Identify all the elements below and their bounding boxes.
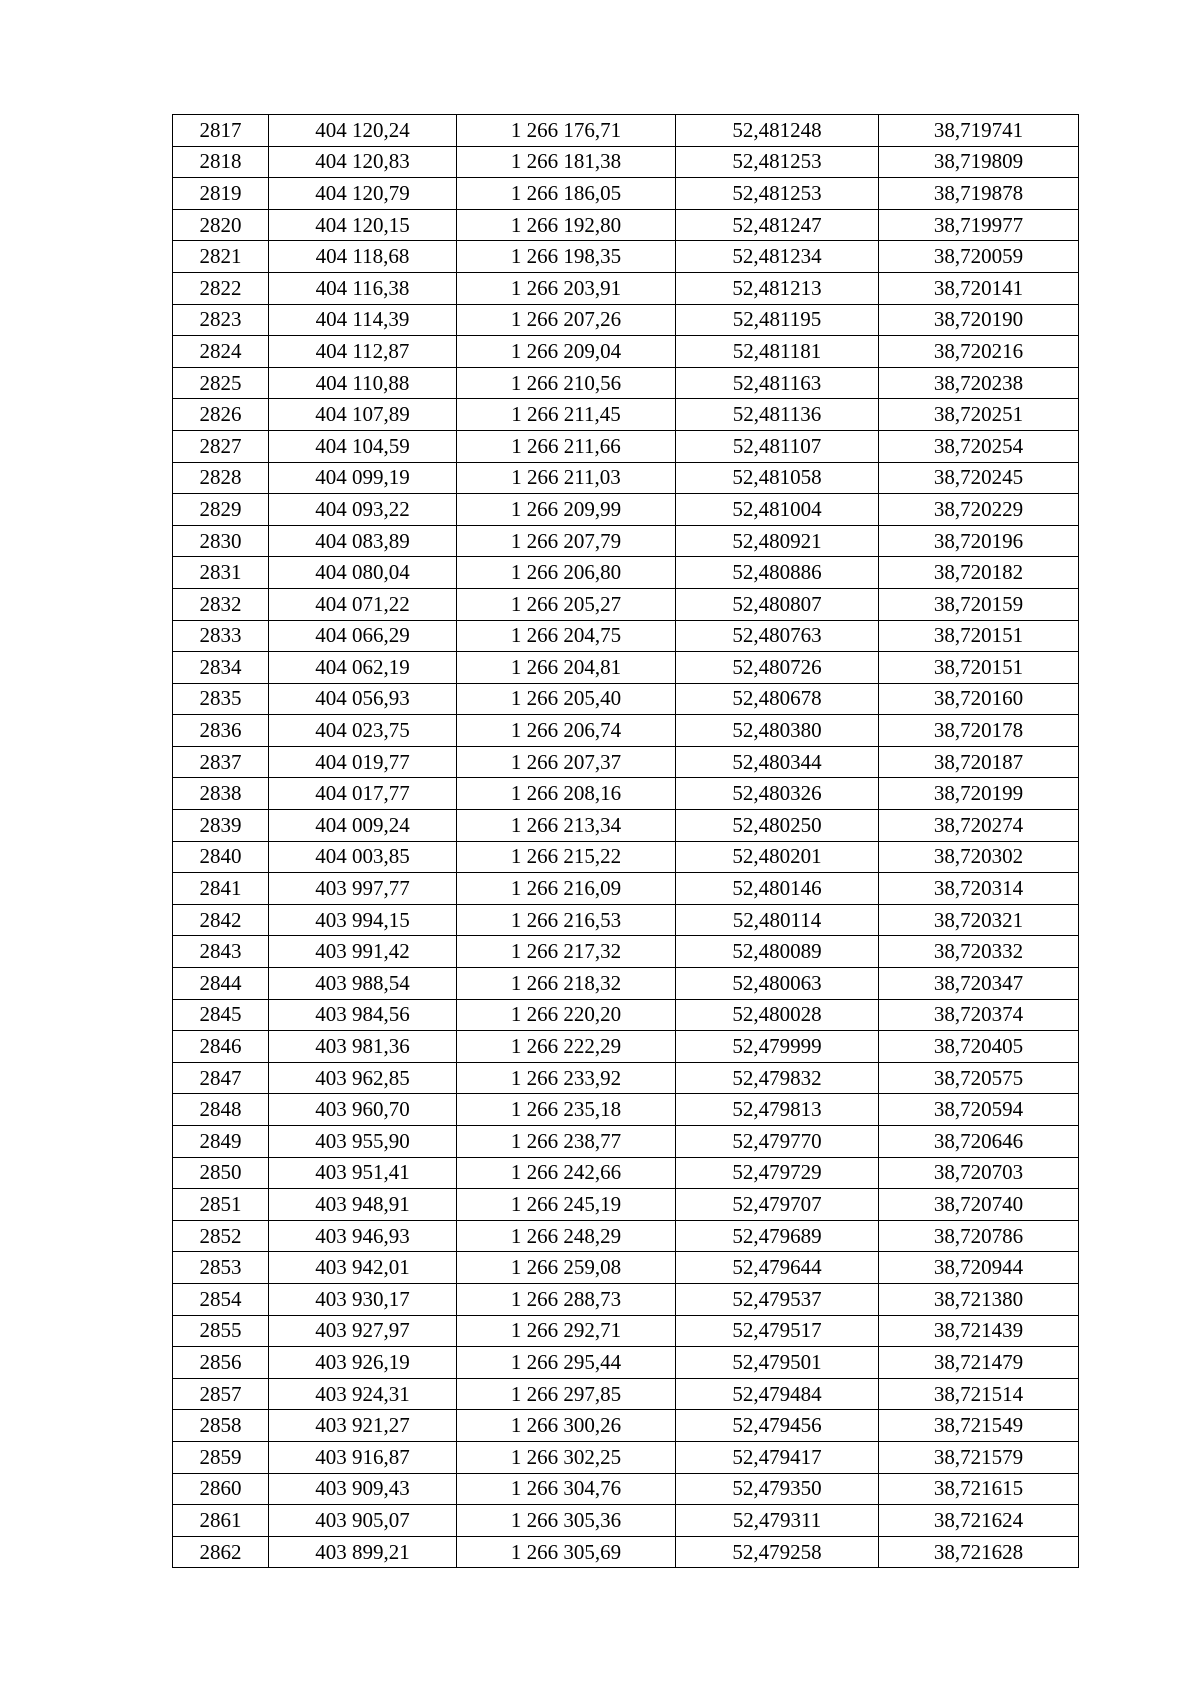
latitude-cell: 52,479689 (676, 1220, 879, 1252)
latitude-cell: 52,479417 (676, 1441, 879, 1473)
point-number-cell: 2857 (173, 1378, 269, 1410)
table-row (173, 1315, 1079, 1347)
point-number-cell: 2824 (173, 336, 269, 368)
point-number-cell: 2828 (173, 462, 269, 494)
y-coordinate-cell: 1 266 205,40 (457, 683, 676, 715)
point-number-cell: 2830 (173, 525, 269, 557)
point-number-cell: 2819 (173, 178, 269, 210)
x-coordinate-cell: 404 104,59 (269, 430, 457, 462)
latitude-cell: 52,480807 (676, 588, 879, 620)
x-coordinate-cell: 404 120,15 (269, 209, 457, 241)
y-coordinate-cell: 1 266 222,29 (457, 1031, 676, 1063)
table-row (173, 146, 1079, 178)
table-row (173, 1031, 1079, 1063)
table-row (173, 336, 1079, 368)
y-coordinate-cell: 1 266 305,69 (457, 1536, 676, 1568)
y-coordinate-cell: 1 266 305,36 (457, 1505, 676, 1537)
longitude-cell: 38,720190 (879, 304, 1079, 336)
longitude-cell: 38,719741 (879, 115, 1079, 147)
point-number-cell: 2832 (173, 588, 269, 620)
x-coordinate-cell: 403 951,41 (269, 1157, 457, 1189)
longitude-cell: 38,720199 (879, 778, 1079, 810)
table-row (173, 1094, 1079, 1126)
latitude-cell: 52,479517 (676, 1315, 879, 1347)
point-number-cell: 2829 (173, 494, 269, 526)
x-coordinate-cell: 403 916,87 (269, 1441, 457, 1473)
point-number-cell: 2831 (173, 557, 269, 589)
point-number-cell: 2823 (173, 304, 269, 336)
latitude-cell: 52,481136 (676, 399, 879, 431)
y-coordinate-cell: 1 266 207,37 (457, 746, 676, 778)
x-coordinate-cell: 403 955,90 (269, 1126, 457, 1158)
longitude-cell: 38,720251 (879, 399, 1079, 431)
y-coordinate-cell: 1 266 242,66 (457, 1157, 676, 1189)
point-number-cell: 2825 (173, 367, 269, 399)
longitude-cell: 38,720178 (879, 715, 1079, 747)
point-number-cell: 2821 (173, 241, 269, 273)
y-coordinate-cell: 1 266 210,56 (457, 367, 676, 399)
coordinates-table-body (173, 115, 1079, 1568)
longitude-cell: 38,720229 (879, 494, 1079, 526)
table-row (173, 936, 1079, 968)
latitude-cell: 52,481213 (676, 272, 879, 304)
latitude-cell: 52,481247 (676, 209, 879, 241)
y-coordinate-cell: 1 266 288,73 (457, 1283, 676, 1315)
longitude-cell: 38,719878 (879, 178, 1079, 210)
x-coordinate-cell: 404 093,22 (269, 494, 457, 526)
x-coordinate-cell: 403 942,01 (269, 1252, 457, 1284)
longitude-cell: 38,720321 (879, 904, 1079, 936)
latitude-cell: 52,479456 (676, 1410, 879, 1442)
x-coordinate-cell: 404 114,39 (269, 304, 457, 336)
y-coordinate-cell: 1 266 204,75 (457, 620, 676, 652)
table-row (173, 1126, 1079, 1158)
x-coordinate-cell: 404 120,24 (269, 115, 457, 147)
point-number-cell: 2820 (173, 209, 269, 241)
longitude-cell: 38,720347 (879, 968, 1079, 1000)
latitude-cell: 52,479832 (676, 1062, 879, 1094)
y-coordinate-cell: 1 266 216,09 (457, 873, 676, 905)
x-coordinate-cell: 403 930,17 (269, 1283, 457, 1315)
longitude-cell: 38,720151 (879, 652, 1079, 684)
longitude-cell: 38,720374 (879, 999, 1079, 1031)
y-coordinate-cell: 1 266 215,22 (457, 841, 676, 873)
x-coordinate-cell: 403 997,77 (269, 873, 457, 905)
point-number-cell: 2855 (173, 1315, 269, 1347)
latitude-cell: 52,479770 (676, 1126, 879, 1158)
y-coordinate-cell: 1 266 211,45 (457, 399, 676, 431)
x-coordinate-cell: 403 962,85 (269, 1062, 457, 1094)
latitude-cell: 52,481058 (676, 462, 879, 494)
point-number-cell: 2833 (173, 620, 269, 652)
latitude-cell: 52,479484 (676, 1378, 879, 1410)
point-number-cell: 2847 (173, 1062, 269, 1094)
point-number-cell: 2838 (173, 778, 269, 810)
table-row (173, 209, 1079, 241)
longitude-cell: 38,720160 (879, 683, 1079, 715)
longitude-cell: 38,721380 (879, 1283, 1079, 1315)
x-coordinate-cell: 404 009,24 (269, 810, 457, 842)
x-coordinate-cell: 404 083,89 (269, 525, 457, 557)
x-coordinate-cell: 404 080,04 (269, 557, 457, 589)
table-row (173, 652, 1079, 684)
point-number-cell: 2862 (173, 1536, 269, 1568)
longitude-cell: 38,720703 (879, 1157, 1079, 1189)
y-coordinate-cell: 1 266 292,71 (457, 1315, 676, 1347)
table-row (173, 968, 1079, 1000)
x-coordinate-cell: 404 116,38 (269, 272, 457, 304)
longitude-cell: 38,720059 (879, 241, 1079, 273)
point-number-cell: 2859 (173, 1441, 269, 1473)
table-row (173, 1536, 1079, 1568)
table-row (173, 904, 1079, 936)
table-row (173, 557, 1079, 589)
point-number-cell: 2850 (173, 1157, 269, 1189)
x-coordinate-cell: 403 927,97 (269, 1315, 457, 1347)
point-number-cell: 2836 (173, 715, 269, 747)
y-coordinate-cell: 1 266 297,85 (457, 1378, 676, 1410)
x-coordinate-cell: 404 017,77 (269, 778, 457, 810)
latitude-cell: 52,480250 (676, 810, 879, 842)
latitude-cell: 52,479537 (676, 1283, 879, 1315)
table-row (173, 1189, 1079, 1221)
latitude-cell: 52,479501 (676, 1347, 879, 1379)
longitude-cell: 38,721549 (879, 1410, 1079, 1442)
x-coordinate-cell: 404 056,93 (269, 683, 457, 715)
latitude-cell: 52,479644 (676, 1252, 879, 1284)
point-number-cell: 2841 (173, 873, 269, 905)
x-coordinate-cell: 404 120,83 (269, 146, 457, 178)
point-number-cell: 2844 (173, 968, 269, 1000)
longitude-cell: 38,720254 (879, 430, 1079, 462)
y-coordinate-cell: 1 266 216,53 (457, 904, 676, 936)
table-row (173, 430, 1079, 462)
point-number-cell: 2848 (173, 1094, 269, 1126)
point-number-cell: 2852 (173, 1220, 269, 1252)
table-row (173, 525, 1079, 557)
y-coordinate-cell: 1 266 181,38 (457, 146, 676, 178)
table-row (173, 462, 1079, 494)
table-row (173, 367, 1079, 399)
x-coordinate-cell: 403 948,91 (269, 1189, 457, 1221)
x-coordinate-cell: 404 066,29 (269, 620, 457, 652)
longitude-cell: 38,720159 (879, 588, 1079, 620)
y-coordinate-cell: 1 266 304,76 (457, 1473, 676, 1505)
table-row (173, 178, 1079, 210)
table-row (173, 1283, 1079, 1315)
x-coordinate-cell: 404 023,75 (269, 715, 457, 747)
longitude-cell: 38,720274 (879, 810, 1079, 842)
table-row (173, 873, 1079, 905)
y-coordinate-cell: 1 266 205,27 (457, 588, 676, 620)
latitude-cell: 52,479311 (676, 1505, 879, 1537)
longitude-cell: 38,720332 (879, 936, 1079, 968)
latitude-cell: 52,481195 (676, 304, 879, 336)
point-number-cell: 2817 (173, 115, 269, 147)
longitude-cell: 38,720594 (879, 1094, 1079, 1126)
x-coordinate-cell: 404 062,19 (269, 652, 457, 684)
y-coordinate-cell: 1 266 211,66 (457, 430, 676, 462)
table-row (173, 778, 1079, 810)
latitude-cell: 52,480114 (676, 904, 879, 936)
latitude-cell: 52,481253 (676, 146, 879, 178)
point-number-cell: 2822 (173, 272, 269, 304)
x-coordinate-cell: 404 099,19 (269, 462, 457, 494)
latitude-cell: 52,480028 (676, 999, 879, 1031)
point-number-cell: 2835 (173, 683, 269, 715)
latitude-cell: 52,481248 (676, 115, 879, 147)
longitude-cell: 38,721479 (879, 1347, 1079, 1379)
point-number-cell: 2837 (173, 746, 269, 778)
y-coordinate-cell: 1 266 248,29 (457, 1220, 676, 1252)
point-number-cell: 2842 (173, 904, 269, 936)
latitude-cell: 52,480326 (676, 778, 879, 810)
y-coordinate-cell: 1 266 209,04 (457, 336, 676, 368)
longitude-cell: 38,720575 (879, 1062, 1079, 1094)
x-coordinate-cell: 403 984,56 (269, 999, 457, 1031)
point-number-cell: 2854 (173, 1283, 269, 1315)
x-coordinate-cell: 404 110,88 (269, 367, 457, 399)
x-coordinate-cell: 404 019,77 (269, 746, 457, 778)
point-number-cell: 2840 (173, 841, 269, 873)
latitude-cell: 52,480763 (676, 620, 879, 652)
x-coordinate-cell: 403 981,36 (269, 1031, 457, 1063)
latitude-cell: 52,481253 (676, 178, 879, 210)
table-row (173, 115, 1079, 147)
y-coordinate-cell: 1 266 218,32 (457, 968, 676, 1000)
table-row (173, 1252, 1079, 1284)
y-coordinate-cell: 1 266 211,03 (457, 462, 676, 494)
latitude-cell: 52,480678 (676, 683, 879, 715)
longitude-cell: 38,721439 (879, 1315, 1079, 1347)
y-coordinate-cell: 1 266 209,99 (457, 494, 676, 526)
longitude-cell: 38,720740 (879, 1189, 1079, 1221)
table-row (173, 1062, 1079, 1094)
x-coordinate-cell: 403 924,31 (269, 1378, 457, 1410)
y-coordinate-cell: 1 266 300,26 (457, 1410, 676, 1442)
longitude-cell: 38,720187 (879, 746, 1079, 778)
point-number-cell: 2858 (173, 1410, 269, 1442)
x-coordinate-cell: 403 988,54 (269, 968, 457, 1000)
y-coordinate-cell: 1 266 245,19 (457, 1189, 676, 1221)
latitude-cell: 52,481234 (676, 241, 879, 273)
latitude-cell: 52,480089 (676, 936, 879, 968)
longitude-cell: 38,720196 (879, 525, 1079, 557)
x-coordinate-cell: 403 899,21 (269, 1536, 457, 1568)
y-coordinate-cell: 1 266 207,79 (457, 525, 676, 557)
x-coordinate-cell: 403 909,43 (269, 1473, 457, 1505)
table-row (173, 683, 1079, 715)
y-coordinate-cell: 1 266 204,81 (457, 652, 676, 684)
y-coordinate-cell: 1 266 302,25 (457, 1441, 676, 1473)
table-row (173, 746, 1079, 778)
y-coordinate-cell: 1 266 192,80 (457, 209, 676, 241)
point-number-cell: 2845 (173, 999, 269, 1031)
point-number-cell: 2853 (173, 1252, 269, 1284)
longitude-cell: 38,719977 (879, 209, 1079, 241)
table-row (173, 1410, 1079, 1442)
longitude-cell: 38,720141 (879, 272, 1079, 304)
latitude-cell: 52,479729 (676, 1157, 879, 1189)
x-coordinate-cell: 404 071,22 (269, 588, 457, 620)
latitude-cell: 52,480726 (676, 652, 879, 684)
point-number-cell: 2818 (173, 146, 269, 178)
point-number-cell: 2843 (173, 936, 269, 968)
point-number-cell: 2851 (173, 1189, 269, 1221)
table-row (173, 1347, 1079, 1379)
point-number-cell: 2826 (173, 399, 269, 431)
longitude-cell: 38,720786 (879, 1220, 1079, 1252)
latitude-cell: 52,480063 (676, 968, 879, 1000)
x-coordinate-cell: 404 118,68 (269, 241, 457, 273)
coordinates-table (172, 114, 1079, 1568)
y-coordinate-cell: 1 266 295,44 (457, 1347, 676, 1379)
point-number-cell: 2846 (173, 1031, 269, 1063)
latitude-cell: 52,481107 (676, 430, 879, 462)
y-coordinate-cell: 1 266 235,18 (457, 1094, 676, 1126)
table-row (173, 494, 1079, 526)
table-row (173, 304, 1079, 336)
latitude-cell: 52,479350 (676, 1473, 879, 1505)
table-row (173, 999, 1079, 1031)
y-coordinate-cell: 1 266 176,71 (457, 115, 676, 147)
longitude-cell: 38,720646 (879, 1126, 1079, 1158)
table-row (173, 241, 1079, 273)
latitude-cell: 52,480886 (676, 557, 879, 589)
y-coordinate-cell: 1 266 198,35 (457, 241, 676, 273)
longitude-cell: 38,721628 (879, 1536, 1079, 1568)
table-row (173, 810, 1079, 842)
y-coordinate-cell: 1 266 206,80 (457, 557, 676, 589)
y-coordinate-cell: 1 266 208,16 (457, 778, 676, 810)
x-coordinate-cell: 403 994,15 (269, 904, 457, 936)
latitude-cell: 52,480201 (676, 841, 879, 873)
latitude-cell: 52,480146 (676, 873, 879, 905)
x-coordinate-cell: 403 991,42 (269, 936, 457, 968)
point-number-cell: 2834 (173, 652, 269, 684)
x-coordinate-cell: 403 921,27 (269, 1410, 457, 1442)
y-coordinate-cell: 1 266 233,92 (457, 1062, 676, 1094)
latitude-cell: 52,481004 (676, 494, 879, 526)
table-row (173, 588, 1079, 620)
latitude-cell: 52,481163 (676, 367, 879, 399)
longitude-cell: 38,720405 (879, 1031, 1079, 1063)
table-row (173, 1441, 1079, 1473)
longitude-cell: 38,720238 (879, 367, 1079, 399)
y-coordinate-cell: 1 266 186,05 (457, 178, 676, 210)
y-coordinate-cell: 1 266 217,32 (457, 936, 676, 968)
longitude-cell: 38,720944 (879, 1252, 1079, 1284)
table-row (173, 1157, 1079, 1189)
point-number-cell: 2856 (173, 1347, 269, 1379)
longitude-cell: 38,719809 (879, 146, 1079, 178)
x-coordinate-cell: 404 003,85 (269, 841, 457, 873)
longitude-cell: 38,720245 (879, 462, 1079, 494)
latitude-cell: 52,480344 (676, 746, 879, 778)
x-coordinate-cell: 404 112,87 (269, 336, 457, 368)
latitude-cell: 52,479999 (676, 1031, 879, 1063)
x-coordinate-cell: 403 960,70 (269, 1094, 457, 1126)
latitude-cell: 52,479707 (676, 1189, 879, 1221)
table-row (173, 272, 1079, 304)
x-coordinate-cell: 404 120,79 (269, 178, 457, 210)
longitude-cell: 38,721514 (879, 1378, 1079, 1410)
table-row (173, 1378, 1079, 1410)
point-number-cell: 2849 (173, 1126, 269, 1158)
table-row (173, 1505, 1079, 1537)
table-row (173, 1220, 1079, 1252)
table-row (173, 715, 1079, 747)
y-coordinate-cell: 1 266 213,34 (457, 810, 676, 842)
point-number-cell: 2861 (173, 1505, 269, 1537)
y-coordinate-cell: 1 266 203,91 (457, 272, 676, 304)
x-coordinate-cell: 404 107,89 (269, 399, 457, 431)
table-row (173, 620, 1079, 652)
table-row (173, 1473, 1079, 1505)
longitude-cell: 38,721615 (879, 1473, 1079, 1505)
y-coordinate-cell: 1 266 238,77 (457, 1126, 676, 1158)
longitude-cell: 38,720182 (879, 557, 1079, 589)
longitude-cell: 38,721579 (879, 1441, 1079, 1473)
latitude-cell: 52,479813 (676, 1094, 879, 1126)
x-coordinate-cell: 403 946,93 (269, 1220, 457, 1252)
longitude-cell: 38,720302 (879, 841, 1079, 873)
y-coordinate-cell: 1 266 206,74 (457, 715, 676, 747)
longitude-cell: 38,720216 (879, 336, 1079, 368)
point-number-cell: 2839 (173, 810, 269, 842)
latitude-cell: 52,481181 (676, 336, 879, 368)
longitude-cell: 38,720314 (879, 873, 1079, 905)
latitude-cell: 52,480380 (676, 715, 879, 747)
y-coordinate-cell: 1 266 220,20 (457, 999, 676, 1031)
table-row (173, 399, 1079, 431)
y-coordinate-cell: 1 266 207,26 (457, 304, 676, 336)
longitude-cell: 38,720151 (879, 620, 1079, 652)
x-coordinate-cell: 403 926,19 (269, 1347, 457, 1379)
table-row (173, 841, 1079, 873)
latitude-cell: 52,479258 (676, 1536, 879, 1568)
point-number-cell: 2860 (173, 1473, 269, 1505)
longitude-cell: 38,721624 (879, 1505, 1079, 1537)
latitude-cell: 52,480921 (676, 525, 879, 557)
x-coordinate-cell: 403 905,07 (269, 1505, 457, 1537)
point-number-cell: 2827 (173, 430, 269, 462)
y-coordinate-cell: 1 266 259,08 (457, 1252, 676, 1284)
